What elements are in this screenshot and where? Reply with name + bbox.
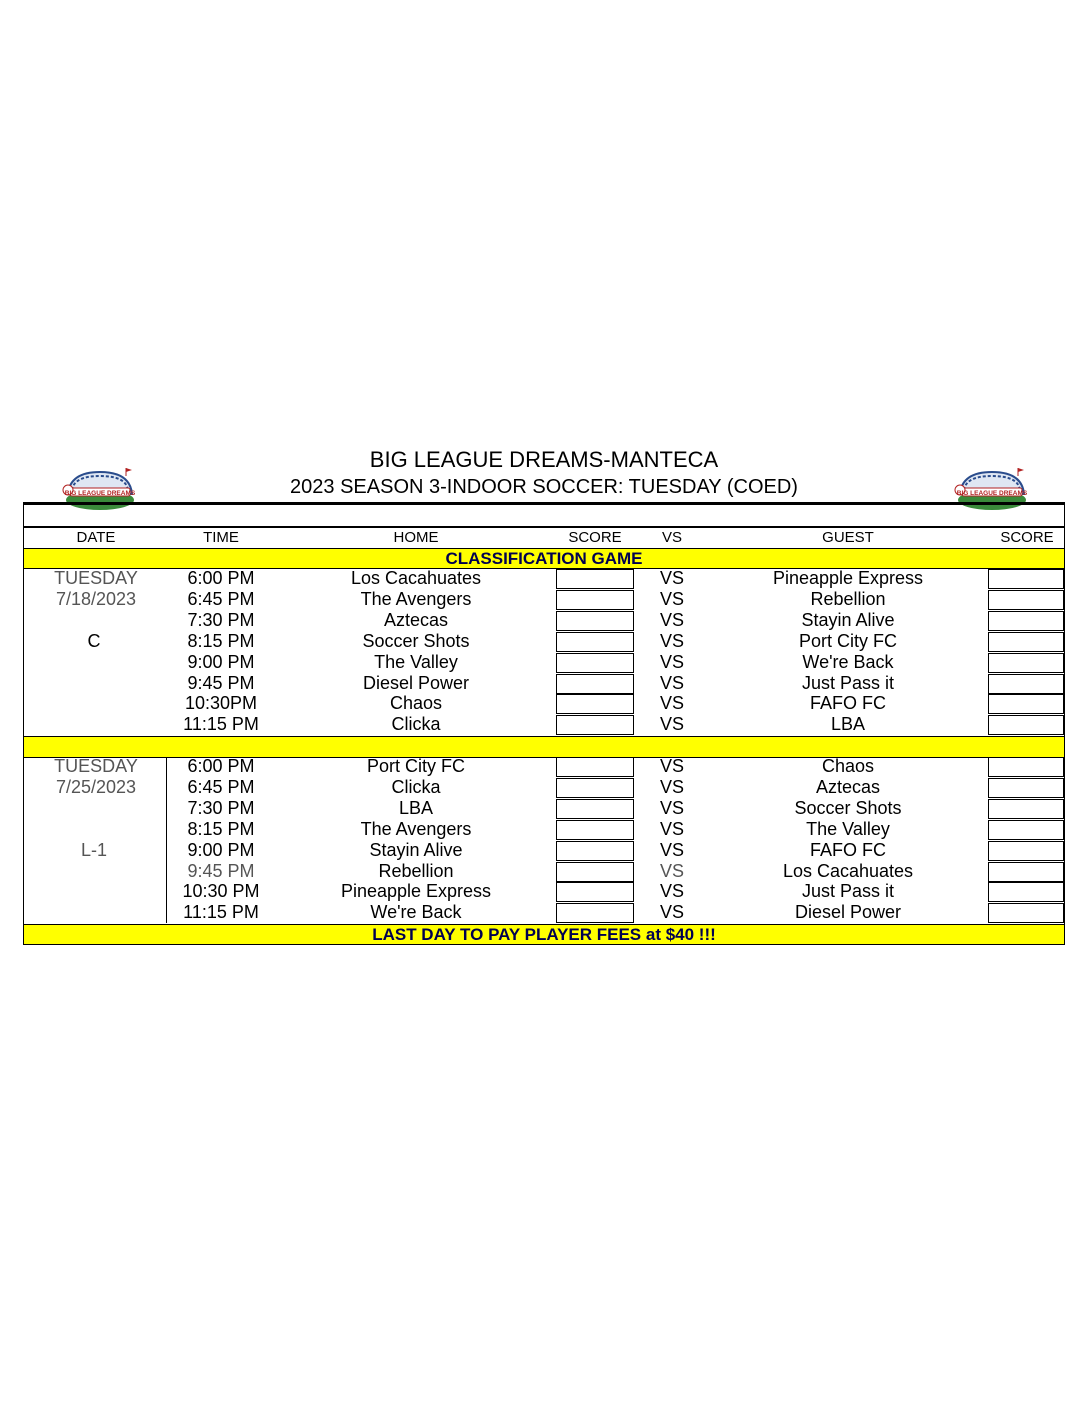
guest-score-box[interactable] — [988, 903, 1064, 923]
fees-banner: LAST DAY TO PAY PLAYER FEES at $40 !!! — [24, 924, 1064, 945]
guest-team: Chaos — [821, 756, 875, 776]
home-team: Aztecas — [383, 610, 449, 630]
vs-label: VS — [659, 756, 684, 776]
home-score-box[interactable] — [556, 757, 634, 777]
home-score-box[interactable] — [556, 820, 634, 840]
vs-label: VS — [659, 631, 684, 651]
home-team: Clicka — [391, 714, 441, 734]
guest-score-box[interactable] — [988, 757, 1064, 777]
vs-label: VS — [659, 589, 684, 609]
vs-label: VS — [659, 861, 684, 881]
guest-team: Diesel Power — [794, 902, 902, 922]
vs-label: VS — [659, 902, 684, 922]
game-time: 6:45 PM — [187, 777, 255, 797]
week2-code: L-1 — [80, 840, 107, 860]
home-score-box[interactable] — [556, 862, 634, 882]
separator-band — [24, 736, 1064, 758]
home-score-box[interactable] — [556, 674, 634, 694]
home-team: Rebellion — [378, 861, 454, 881]
header-guest: GUEST — [822, 529, 874, 546]
header-home: HOME — [393, 529, 439, 546]
home-team: The Avengers — [360, 589, 472, 609]
home-team: Port City FC — [366, 756, 465, 776]
header-score-home: SCORE — [568, 529, 622, 546]
game-time: 6:00 PM — [187, 756, 255, 776]
guest-team: Stayin Alive — [801, 610, 895, 630]
game-time: 8:15 PM — [187, 819, 255, 839]
svg-text:BIG LEAGUE DREAMS: BIG LEAGUE DREAMS — [956, 490, 1028, 497]
home-team: Pineapple Express — [340, 881, 492, 901]
home-team: The Valley — [374, 652, 458, 672]
guest-team: The Valley — [806, 819, 890, 839]
guest-score-box[interactable] — [988, 820, 1064, 840]
game-time: 11:15 PM — [183, 902, 259, 922]
game-time: 9:45 PM — [187, 673, 255, 693]
vs-label: VS — [659, 881, 684, 901]
vs-label: VS — [659, 693, 684, 713]
home-team: Los Cacahuates — [350, 568, 482, 588]
home-team: We're Back — [370, 902, 462, 922]
vs-label: VS — [659, 798, 684, 818]
home-team: Chaos — [389, 693, 443, 713]
guest-team: FAFO FC — [810, 693, 886, 713]
game-time: 10:30PM — [184, 693, 258, 713]
guest-team: Pineapple Express — [772, 568, 924, 588]
home-score-box[interactable] — [556, 903, 634, 923]
guest-score-box[interactable] — [988, 715, 1064, 735]
game-time: 6:00 PM — [187, 568, 255, 588]
guest-team: Rebellion — [810, 589, 886, 609]
guest-score-box[interactable] — [988, 653, 1064, 673]
home-score-box[interactable] — [556, 653, 634, 673]
game-time: 7:30 PM — [187, 610, 255, 630]
home-score-box[interactable] — [556, 694, 634, 714]
game-time: 8:15 PM — [187, 631, 255, 651]
guest-score-box[interactable] — [988, 799, 1064, 819]
game-time: 10:30 PM — [182, 881, 260, 901]
week1-day: TUESDAY — [54, 568, 138, 588]
game-time: 9:00 PM — [187, 840, 255, 860]
vs-label: VS — [659, 652, 684, 672]
guest-score-box[interactable] — [988, 862, 1064, 882]
vs-label: VS — [659, 568, 684, 588]
guest-team: Just Pass it — [801, 881, 895, 901]
guest-team: Los Cacahuates — [782, 861, 914, 881]
guest-team: FAFO FC — [810, 840, 886, 860]
guest-score-box[interactable] — [988, 674, 1064, 694]
home-score-box[interactable] — [556, 611, 634, 631]
home-team: Soccer Shots — [362, 631, 470, 651]
header-score-guest: SCORE — [1000, 529, 1054, 546]
week2-day: TUESDAY — [54, 756, 138, 776]
guest-score-box[interactable] — [988, 841, 1064, 861]
home-team: LBA — [398, 798, 434, 818]
home-team: Stayin Alive — [369, 840, 463, 860]
guest-score-box[interactable] — [988, 882, 1064, 902]
header-vs: VS — [661, 529, 682, 546]
guest-score-box[interactable] — [988, 778, 1064, 798]
game-time: 6:45 PM — [187, 589, 255, 609]
guest-team: Soccer Shots — [794, 798, 902, 818]
home-team: The Avengers — [360, 819, 472, 839]
home-team: Diesel Power — [362, 673, 470, 693]
vs-label: VS — [659, 610, 684, 630]
home-score-box[interactable] — [556, 841, 634, 861]
game-time: 9:00 PM — [187, 652, 255, 672]
week2-date: 7/25/2023 — [55, 777, 137, 797]
blank-row — [23, 505, 1065, 527]
week1-date: 7/18/2023 — [55, 589, 137, 609]
game-time: 7:30 PM — [187, 798, 255, 818]
guest-team: We're Back — [802, 652, 894, 672]
guest-score-box[interactable] — [988, 611, 1064, 631]
guest-score-box[interactable] — [988, 590, 1064, 610]
vs-label: VS — [659, 777, 684, 797]
vs-label: VS — [659, 714, 684, 734]
header-time: TIME — [203, 529, 239, 546]
guest-team: Just Pass it — [801, 673, 895, 693]
guest-team: LBA — [830, 714, 866, 734]
vs-label: VS — [659, 819, 684, 839]
game-time: 9:45 PM — [187, 861, 255, 881]
header-date: DATE — [76, 529, 116, 546]
home-score-box[interactable] — [556, 632, 634, 652]
home-score-box[interactable] — [556, 590, 634, 610]
vs-label: VS — [659, 840, 684, 860]
page-subtitle: 2023 SEASON 3-INDOOR SOCCER: TUESDAY (COED) — [290, 476, 798, 498]
guest-team: Aztecas — [815, 777, 881, 797]
guest-score-box[interactable] — [988, 694, 1064, 714]
home-score-box[interactable] — [556, 882, 634, 902]
guest-score-box[interactable] — [988, 569, 1064, 589]
home-score-box[interactable] — [556, 799, 634, 819]
vs-label: VS — [659, 673, 684, 693]
page-title: BIG LEAGUE DREAMS-MANTECA — [369, 447, 719, 472]
home-score-box[interactable] — [556, 569, 634, 589]
game-time: 11:15 PM — [183, 714, 259, 734]
week1-code: C — [87, 631, 101, 651]
guest-team: Port City FC — [798, 631, 897, 651]
guest-score-box[interactable] — [988, 632, 1064, 652]
home-score-box[interactable] — [556, 715, 634, 735]
home-score-box[interactable] — [556, 778, 634, 798]
classification-banner: CLASSIFICATION GAME — [24, 548, 1064, 569]
svg-text:BIG LEAGUE DREAMS: BIG LEAGUE DREAMS — [64, 490, 136, 497]
home-team: Clicka — [391, 777, 441, 797]
